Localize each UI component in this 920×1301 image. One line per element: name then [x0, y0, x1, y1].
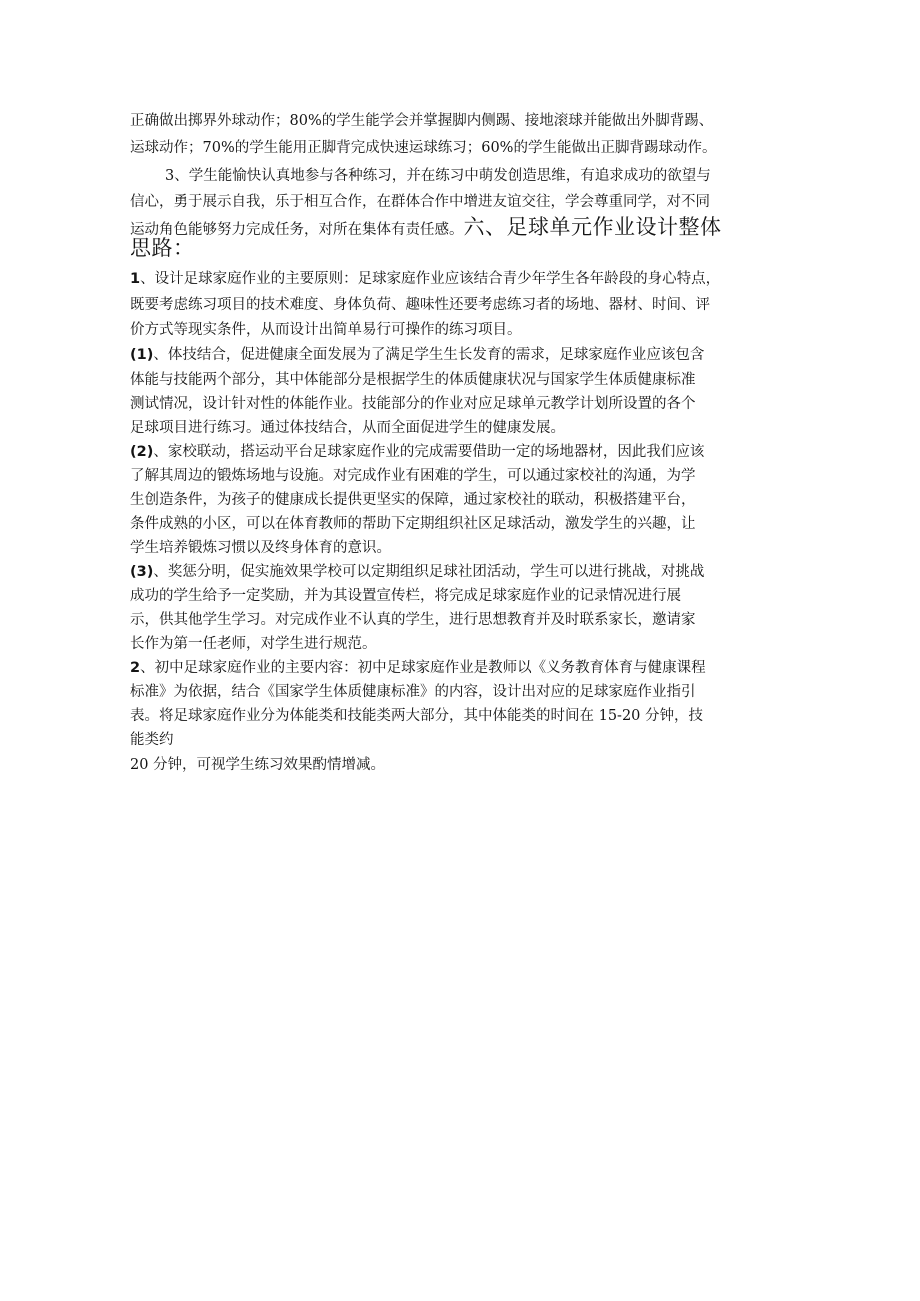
text-line: [130, 214, 722, 238]
subsection-3-line: 成功的学生给予一定奖励，并为其设置宣传栏，将完成足球家庭作业的记录情况进行展: [130, 588, 681, 604]
subsection-1-line: [130, 343, 704, 367]
subsection-2-line: 学生培养锻炼习惯以及终身体育的意识。: [130, 540, 391, 556]
text-run: 、家校联动，搭运动平台足球家庭作业的完成需要借助一定的场地器材，因此我们应该: [153, 444, 705, 460]
section-heading-continued: 思路：: [130, 236, 195, 260]
subsection-2-line: 生创造条件，为孩子的健康成长提供更坚实的保障，通过家校社的联动，积极搭建平台，: [130, 492, 696, 508]
item-number: 2: [130, 660, 141, 676]
paragraph-2-line: [130, 656, 706, 680]
text-line: 运球动作；70%的学生能用正脚背完成快速运球练习；60%的学生能做出正脚背踢球动作。: [130, 140, 717, 156]
paragraph-2-line: 表。将足球家庭作业分为体能类和技能类两大部分，其中体能类的时间在 15-20 分钟，技: [130, 708, 704, 724]
subsection-2-line: 条件成熟的小区，可以在体育教师的帮助下定期组织社区足球活动，激发学生的兴趣，让: [130, 516, 696, 532]
subsection-1-line: 体能与技能两个部分，其中体能部分是根据学生的体质健康状况与国家学生体质健康标准: [130, 372, 696, 388]
paragraph-2-line: 标准》为依据，结合《国家学生体质健康标准》的内容，设计出对应的足球家庭作业指引: [130, 684, 696, 700]
paragraph-1-line: [130, 267, 720, 291]
text-line: 正确做出掷界外球动作；80%的学生能学会并掌握脚内侧踢、接地滚球并能做出外脚背踢、: [130, 113, 714, 129]
item-number: (2): [130, 444, 154, 460]
subsection-1-line: 足球项目进行练习。通过体技结合，从而全面促进学生的健康发展。: [130, 420, 565, 436]
text-run: 、初中足球家庭作业的主要内容：初中足球家庭作业是教师以《义务教育体育与健康课程: [140, 660, 706, 676]
subsection-3-line: [130, 560, 704, 584]
subsection-3-line: 示，供其他学生学习。对完成作业不认真的学生，进行思想教育并及时联系家长，邀请家: [130, 612, 696, 628]
paragraph-2-line: 20 分钟，可视学生练习效果酌情增减。: [130, 757, 386, 773]
paragraph-1-line: 既要考虑练习项目的技术难度、身体负荷、趣味性还要考虑练习者的场地、器材、时间、评: [130, 297, 710, 313]
item-number: 1: [130, 271, 141, 287]
text-run: 、设计足球家庭作业的主要原则：足球家庭作业应该结合青少年学生各年龄段的身心特点，: [140, 271, 721, 287]
subsection-2-line: [130, 440, 704, 464]
text-line: 3、学生能愉快认真地参与各种练习，并在练习中萌发创造思维，有追求成功的欲望与: [165, 168, 711, 184]
text-run: 运动角色能够努力完成任务，对所在集体有责任感。: [130, 222, 464, 238]
item-number: (3): [130, 564, 154, 580]
paragraph-1-line: 价方式等现实条件，从而设计出简单易行可操作的练习项目。: [130, 322, 522, 338]
paragraph-2-line: 能类约: [130, 732, 174, 748]
item-number: (1): [130, 347, 154, 363]
subsection-2-line: 了解其周边的锻炼场地与设施。对完成作业有困难的学生，可以通过家校社的沟通，为学: [130, 468, 696, 484]
text-run: 、奖惩分明，促实施效果学校可以定期组织足球社团活动，学生可以进行挑战，对挑战: [153, 564, 705, 580]
subsection-1-line: 测试情况，设计针对性的体能作业。技能部分的作业对应足球单元教学计划所设置的各个: [130, 396, 696, 412]
text-line: 信心，勇于展示自我，乐于相互合作，在群体合作中增进友谊交往，学会尊重同学，对不同: [130, 194, 710, 210]
section-heading: 六、足球单元作业设计整体: [463, 215, 722, 239]
text-run: 、体技结合，促进健康全面发展为了满足学生生长发育的需求，足球家庭作业应该包含: [153, 347, 705, 363]
subsection-3-line: 长作为第一任老师，对学生进行规范。: [130, 636, 377, 652]
